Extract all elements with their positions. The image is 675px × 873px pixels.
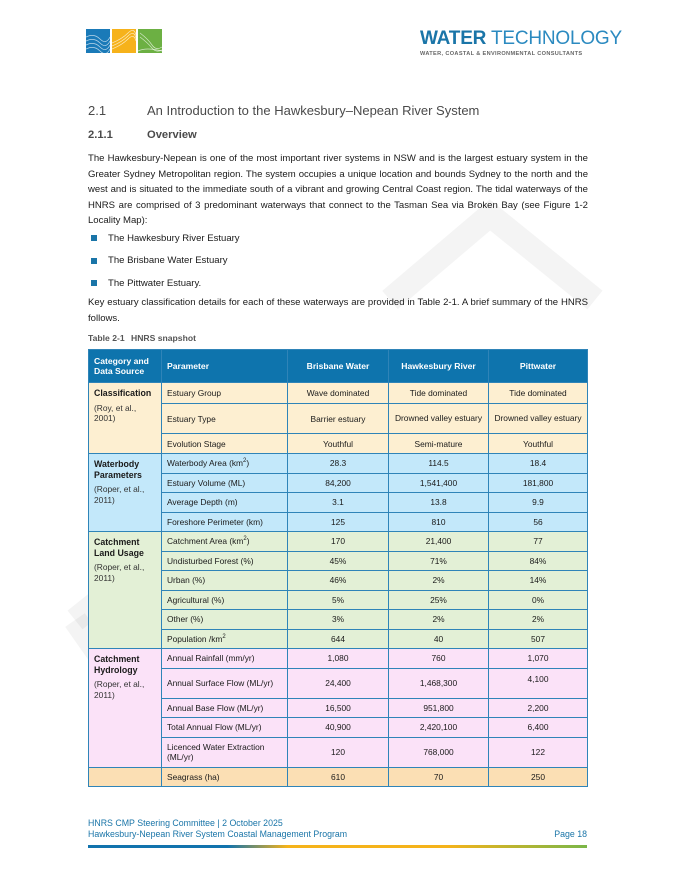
value-cell: 181,800 [489, 473, 588, 493]
value-cell: 120 [288, 737, 389, 767]
table-caption [88, 333, 196, 343]
list-item: The Hawkesbury River Estuary [88, 227, 240, 250]
value-cell: 13.8 [389, 493, 489, 513]
parameter-cell: Annual Surface Flow (ML/yr) [162, 668, 288, 698]
page-number: Page 18 [554, 829, 587, 839]
parameter-cell: Estuary Type [162, 404, 288, 434]
subsection-heading [88, 129, 197, 141]
value-cell: 40 [389, 629, 489, 649]
bullet-square-icon [91, 280, 97, 286]
value-cell: 4,100 [489, 668, 588, 698]
value-cell: Drowned valley estuary [389, 404, 489, 434]
header-pittwater: Pittwater [489, 350, 588, 383]
category-cell [89, 767, 162, 787]
value-cell: 21,400 [389, 532, 489, 552]
value-cell: 125 [288, 512, 389, 532]
table-row [89, 767, 588, 787]
header-parameter: Parameter [162, 350, 288, 383]
value-cell: 56 [489, 512, 588, 532]
parameter-cell: Seagrass (ha) [162, 767, 288, 787]
table-row [89, 649, 588, 669]
value-cell: 2% [489, 610, 588, 630]
table-row [89, 551, 588, 571]
value-cell: 14% [489, 571, 588, 591]
parameter-cell: Estuary Group [162, 383, 288, 404]
water-technology-logo [420, 29, 622, 57]
overview-paragraph: The Hawkesbury-Nepean is one of the most important river systems in NSW and is the largest estuary system in the Greater Sydney Metropolitan region. The system occupies a unique location and bounds Sydney to the north and the west and is situated to the immediate south of a vibrant and growing Central Coast region. The tidal waterways of the HNRS are comprised of 3 predominant waterways that connect to the Tasman Sea via Broken Bay (see Figure 1-2 Locality Map): [88, 153, 588, 227]
header-category: Category and Data Source [89, 350, 162, 383]
parameter-cell: Annual Base Flow (ML/yr) [162, 698, 288, 718]
subsection-title: Overview [147, 129, 197, 141]
value-cell: 122 [489, 737, 588, 767]
value-cell: 40,900 [288, 718, 389, 738]
value-cell: 71% [389, 551, 489, 571]
value-cell: Tide dominated [389, 383, 489, 404]
parameter-cell: Waterbody Area $(km^2)$ [162, 454, 288, 474]
parameter-cell: Evolution Stage [162, 434, 288, 454]
bullet-square-icon [91, 235, 97, 241]
value-cell: 2% [389, 610, 489, 630]
value-cell: 18.4 [489, 454, 588, 474]
value-cell: 28.3 [288, 454, 389, 474]
bullet-square-icon [91, 258, 97, 264]
parameter-cell: Estuary Volume (ML) [162, 473, 288, 493]
table-row [89, 610, 588, 630]
footer-color-bar [88, 845, 587, 848]
table-title: HNRS snapshot [131, 333, 196, 343]
value-cell: 1,070 [489, 649, 588, 669]
value-cell: 3% [288, 610, 389, 630]
section-number: 2.1 [88, 103, 107, 118]
summary-paragraph: Key estuary classification details for each of these waterways are provided in Table 2-1. A brief summary of the HNRS follows. [88, 297, 588, 324]
category-cell: Classification (Roy, et al., 2001) [89, 383, 162, 454]
parameter-cell: Agricultural (%) [162, 590, 288, 610]
waterway-list [88, 227, 240, 295]
brand-tagline: WATER, COASTAL & ENVIRONMENTAL CONSULTANTS [420, 51, 583, 57]
parameter-cell: Total Annual Flow (ML/yr) [162, 718, 288, 738]
logo-square-green [138, 29, 162, 53]
value-cell: 2% [389, 571, 489, 591]
table-row [89, 493, 588, 513]
parameter-cell: Licenced Water Extraction (ML/yr) [162, 737, 288, 767]
table-row [89, 454, 588, 474]
table-row [89, 473, 588, 493]
table-row [89, 668, 588, 698]
value-cell: 2,200 [489, 698, 588, 718]
brand-bold: WATER [420, 28, 487, 49]
value-cell: 25% [389, 590, 489, 610]
value-cell: Tide dominated [489, 383, 588, 404]
parameter-cell: Other (%) [162, 610, 288, 630]
value-cell: 2,420,100 [389, 718, 489, 738]
parameter-cell: Undisturbed Forest (%) [162, 551, 288, 571]
value-cell: 46% [288, 571, 389, 591]
table-row [89, 434, 588, 454]
footer-committee-line: HNRS CMP Steering Committee | 2 October 2025 [88, 818, 283, 828]
hnrs-snapshot-table [88, 349, 588, 787]
section-title: An Introduction to the Hawkesbury–Nepean River System [147, 103, 480, 118]
parameter-cell: Annual Rainfall (mm/yr) [162, 649, 288, 669]
value-cell: Wave dominated [288, 383, 389, 404]
table-number: Table 2-1 [88, 333, 125, 343]
value-cell: 768,000 [389, 737, 489, 767]
value-cell: Youthful [288, 434, 389, 454]
value-cell: 3.1 [288, 493, 389, 513]
value-cell: 9.9 [489, 493, 588, 513]
table-row [89, 698, 588, 718]
value-cell: 114.5 [389, 454, 489, 474]
parameter-cell: Population $/km^2$ [162, 629, 288, 649]
list-item: The Brisbane Water Estuary [88, 250, 240, 273]
parameter-cell: Catchment Area $(km^2)$ [162, 532, 288, 552]
value-cell: 170 [288, 532, 389, 552]
value-cell: Drowned valley estuary [489, 404, 588, 434]
value-cell: 24,400 [288, 668, 389, 698]
category-cell: Catchment Land Usage (Roper, et al., 2011) [89, 532, 162, 649]
subsection-number: 2.1.1 [88, 129, 113, 141]
header-brisbane: Brisbane Water [288, 350, 389, 383]
value-cell: 45% [288, 551, 389, 571]
parameter-cell: Average Depth (m) [162, 493, 288, 513]
value-cell: 70 [389, 767, 489, 787]
value-cell: 0% [489, 590, 588, 610]
table-row [89, 383, 588, 404]
value-cell: 1,541,400 [389, 473, 489, 493]
value-cell: 1,468,300 [389, 668, 489, 698]
table-row [89, 532, 588, 552]
value-cell: 951,800 [389, 698, 489, 718]
section-heading [88, 103, 479, 118]
value-cell: Youthful [489, 434, 588, 454]
value-cell: 1,080 [288, 649, 389, 669]
table-row [89, 718, 588, 738]
parameter-cell: Foreshore Perimeter (km) [162, 512, 288, 532]
logo-square-blue [86, 29, 110, 53]
table-row [89, 404, 588, 434]
page-footer [88, 818, 587, 840]
header-hawkesbury: Hawkesbury River [389, 350, 489, 383]
value-cell: 5% [288, 590, 389, 610]
brand-light: TECHNOLOGY [490, 28, 622, 49]
value-cell: 610 [288, 767, 389, 787]
value-cell: 644 [288, 629, 389, 649]
value-cell: 77 [489, 532, 588, 552]
value-cell: 84,200 [288, 473, 389, 493]
table-row [89, 512, 588, 532]
table-row [89, 590, 588, 610]
value-cell: Barrier estuary [288, 404, 389, 434]
table-row [89, 629, 588, 649]
logo-square-yellow [112, 29, 136, 53]
category-cell: Catchment Hydrology (Roper, et al., 2011) [89, 649, 162, 768]
table-header-row [89, 350, 588, 383]
value-cell: 6,400 [489, 718, 588, 738]
value-cell: 16,500 [288, 698, 389, 718]
value-cell: 84% [489, 551, 588, 571]
list-item: The Pittwater Estuary. [88, 272, 240, 295]
value-cell: 760 [389, 649, 489, 669]
value-cell: 810 [389, 512, 489, 532]
category-cell: Waterbody Parameters (Roper, et al., 2011) [89, 454, 162, 532]
value-cell: Semi-mature [389, 434, 489, 454]
footer-program-title: Hawkesbury-Nepean River System Coastal Management Program [88, 829, 348, 839]
table-row [89, 737, 588, 767]
table-row [89, 571, 588, 591]
value-cell: 507 [489, 629, 588, 649]
parameter-cell: Urban (%) [162, 571, 288, 591]
value-cell: 250 [489, 767, 588, 787]
company-logo-mark [86, 29, 162, 53]
